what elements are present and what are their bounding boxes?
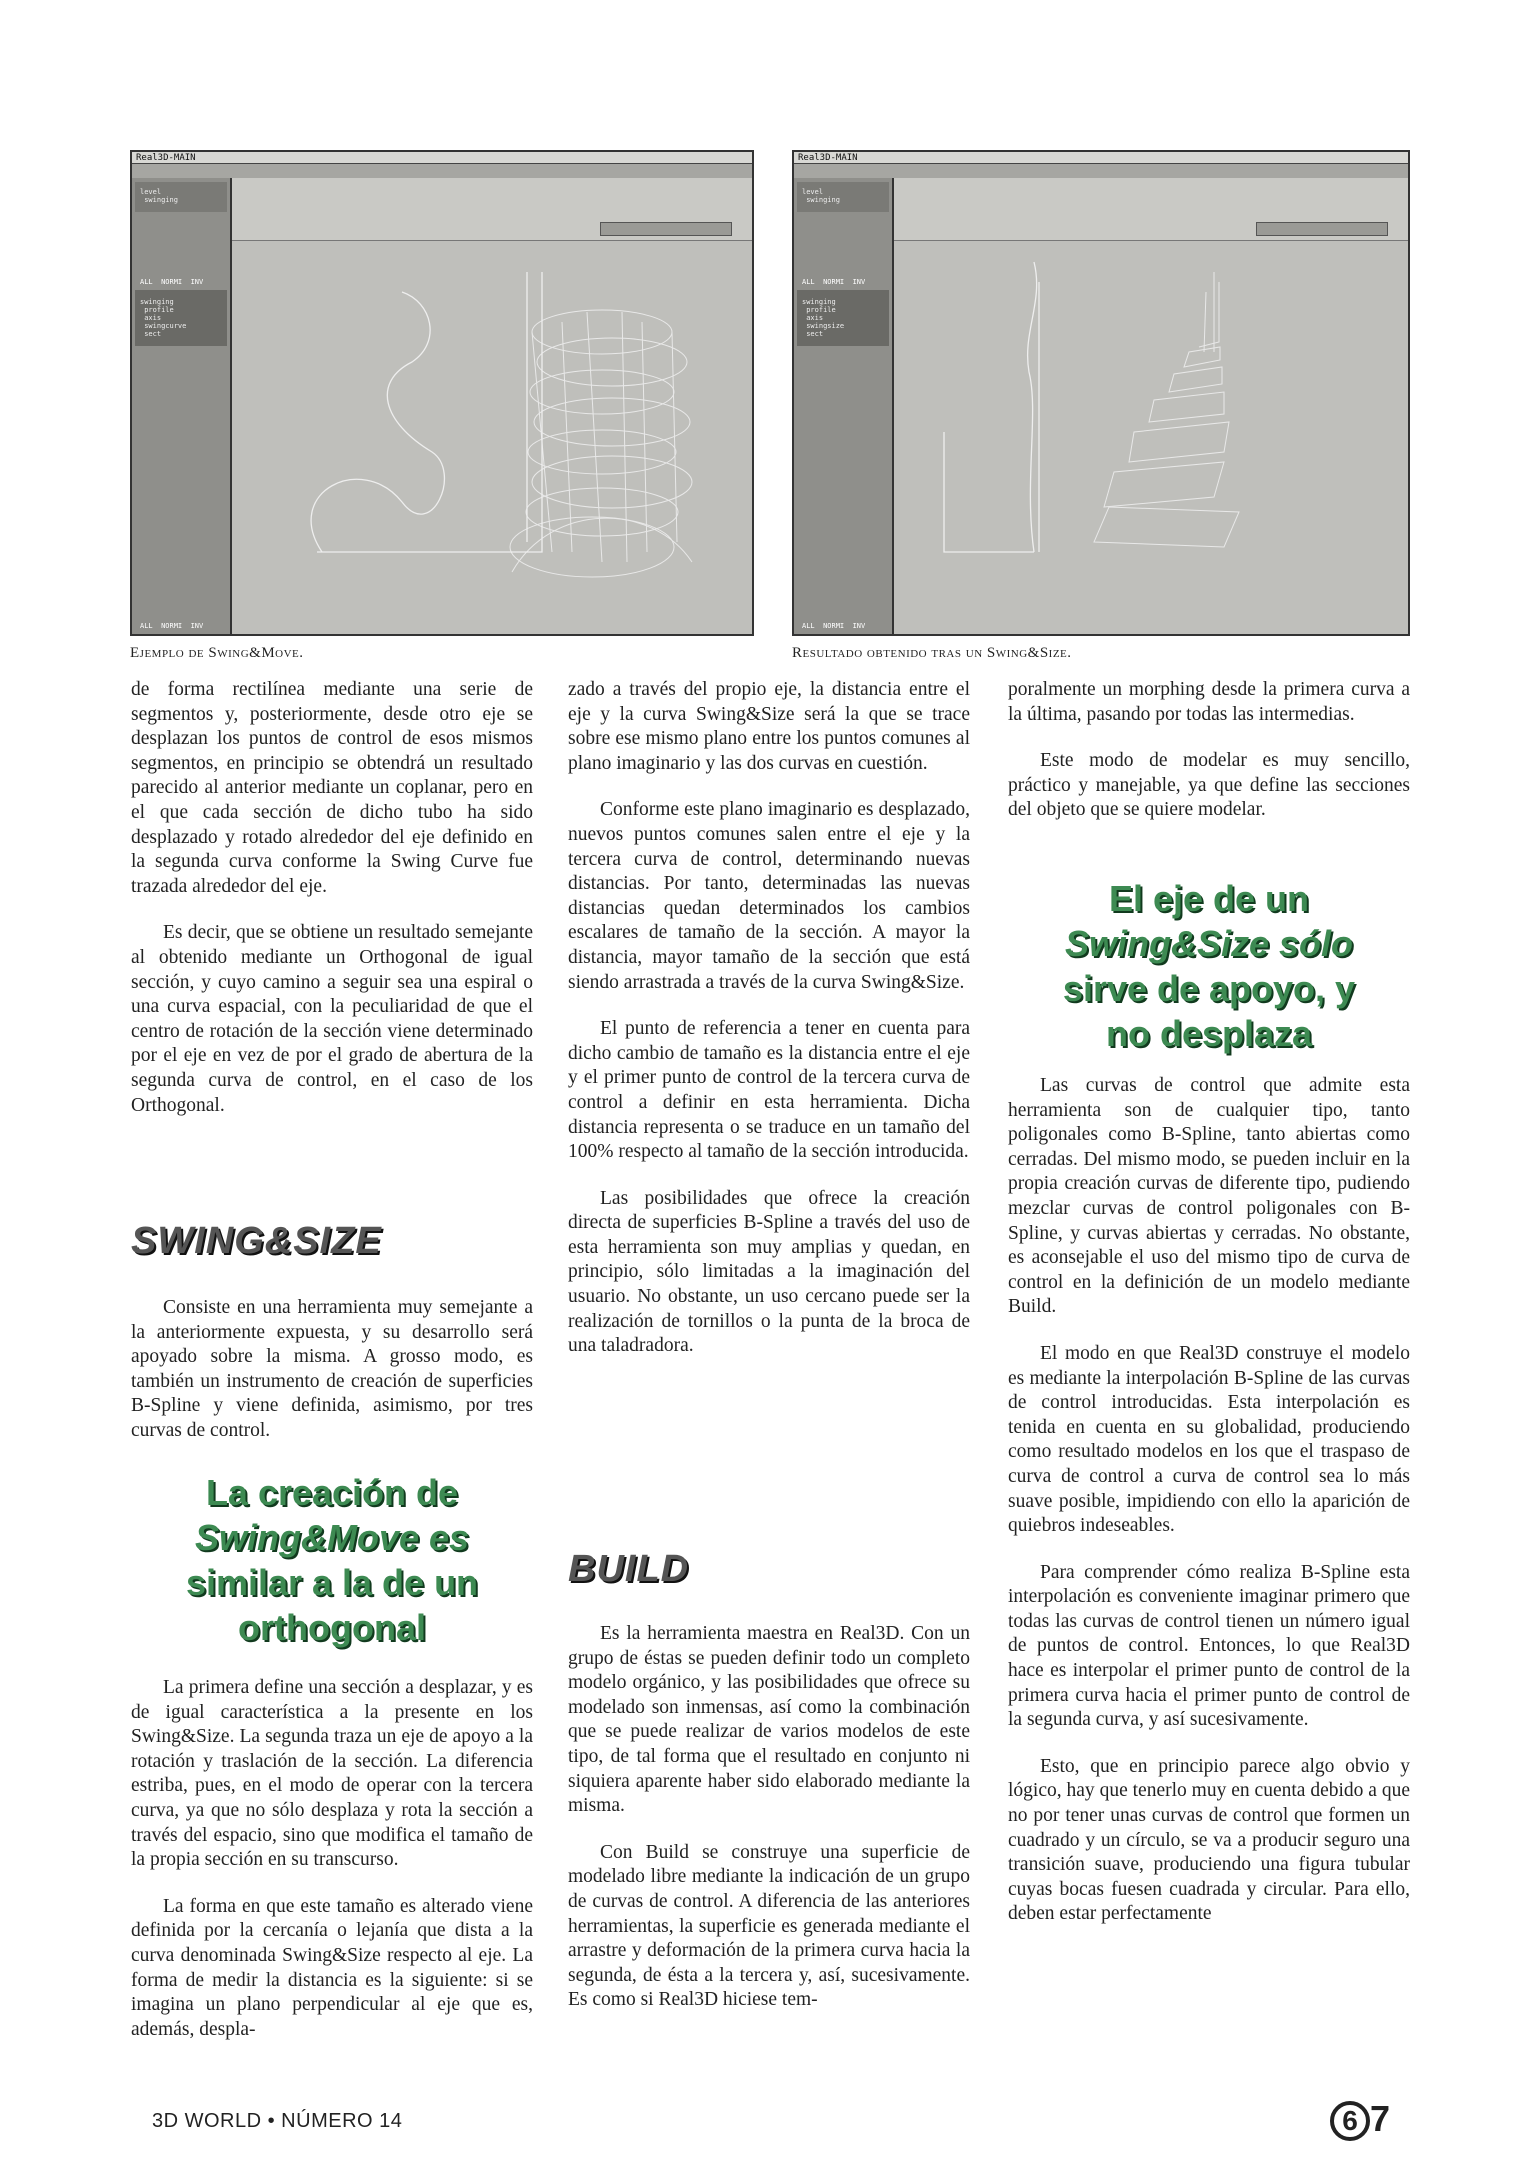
- paragraph: Esto, que en principio parece algo obvio y lógico, hay que tenerlo muy en cuenta debido a que no por tener unas curvas de control que formen un cuadrado y un círculo, se va a producir seguro una transición suave, produciendo una figura tubular cuyas bocas fuesen cuadrada y circular. Para ello, deben estar perfectamente: [1008, 1755, 1410, 1925]
- text-column-1: [131, 678, 533, 1140]
- object-panel: level swinging ALL NORMI INV swinging profile axis swingcurve sect ALL NORMI INV: [132, 178, 232, 634]
- paragraph: La forma en que este tamaño es alterado viene definida por la cercanía o lejanía que dista a la curva denominada Swing&Size respecto al eje. La forma de medir la distancia es la siguiente: si se imagina un plano perpendicular al eje que es, además, despla-: [131, 1895, 533, 2040]
- panel-label: ALL NORMI INV: [802, 278, 866, 286]
- pullquote-swing-move: [131, 1470, 533, 1650]
- pullquote-line: Swing&Move es: [194, 1517, 470, 1558]
- figure-swing-move-screenshot: [130, 150, 754, 636]
- text-column-2: [568, 678, 970, 1381]
- panel-label: ALL NORMI INV: [140, 622, 204, 630]
- page-number: [1330, 2098, 1390, 2141]
- paragraph: Este modo de modelar es muy sencillo, práctico y manejable, ya que define las secciones del objeto que se quiere modelar.: [1008, 750, 1410, 821]
- text-column-1-continued: [131, 1296, 533, 1466]
- figure-swing-size-screenshot: [792, 150, 1410, 636]
- pullquote-line: orthogonal: [238, 1607, 426, 1648]
- pullquote-line: sirve de apoyo, y: [1062, 968, 1356, 1009]
- text-column-3-bottom: [1008, 1074, 1410, 1949]
- pullquote-line: no desplaza: [1105, 1013, 1313, 1054]
- paragraph: poralmente un morphing desde la primera curva a la última, pasando por todas las intermedias.: [1008, 679, 1410, 725]
- text-column-3: [1008, 678, 1410, 845]
- pullquote-line: El eje de un: [1108, 878, 1310, 919]
- page-number-suffix: 7: [1370, 2098, 1391, 2139]
- object-panel: level swinging ALL NORMI INV swinging profile axis swingsize sect ALL NORMI INV: [794, 178, 894, 634]
- pullquote-line: La creación de: [205, 1472, 459, 1513]
- figure-caption-right: Resultado obtenido tras un Swing&Size.: [792, 645, 1072, 661]
- text-column-1-bottom: [131, 1676, 533, 2064]
- paragraph: Con Build se construye una superficie de modelado libre mediante la indicación de un grupo de curvas de control. A diferencia de las anteriores herramientas, la superficie es generada mediante el arrastre y deformación de la primera curva hacia la segunda, de ésta a la tercera y, así, sucesivamente. Es como si Real3D hiciese tem-: [568, 1841, 970, 2011]
- paragraph: Las posibilidades que ofrece la creación directa de superficies B-Spline a través del uso de esta herramienta son muy amplias y quedan, en principio, sólo limitadas a la imaginación del usuario. No obstante, un uso cercano puede ser la realización de tornillos o la punta de la broca de una taladradora.: [568, 1187, 970, 1357]
- swing-move-wireframe: [132, 152, 754, 636]
- paragraph: Es la herramienta maestra en Real3D. Con un grupo de éstas se pueden definir todo un completo modelo orgánico, y las posibilidades que ofrece su modelado son inmensas, así como la combinación que se puede realizar de varios modelos de este tipo, de tal forma que el resultado en conjunto ni siquiera aparente haber sido elaborado mediante la misma.: [568, 1623, 970, 1817]
- paragraph: Es decir, que se obtiene un resultado semejante al obtenido mediante un Orthogonal de igual sección, y cuyo camino a seguir sea una espiral o una curva espacial, con la peculiaridad de que el centro de rotación de la sección viene determinado por el eje en vez de por el grado de abertura de la segunda curva de control, en el caso de los Orthogonal.: [131, 922, 533, 1116]
- paragraph: Conforme este plano imaginario es desplazado, nuevos puntos comunes salen entre el eje y la tercera curva de control, determinando nuevas distancias. Por tanto, determinadas las nuevas distancias quedan determinados los cambios escalares de tamaño de la sección. A mayor la distancia, mayor tamaño de la sección que está siendo arrastrada a través de la curva Swing&Size.: [568, 799, 970, 993]
- swing-size-wireframe: [794, 152, 1410, 636]
- paragraph: Consiste en una herramienta muy semejante a la anteriormente expuesta, y su desarrollo será apoyado sobre la misma. A grosso modo, es también un instrumento de creación de superficies B-Spline y viene definida, asimismo, por tres curvas de control.: [131, 1297, 533, 1441]
- paragraph: zado a través del propio eje, la distancia entre el eje y la curva Swing&Size será la que se trace sobre ese mismo plano entre los puntos comunes al plano imaginario y las dos curvas en cuestión.: [568, 679, 970, 774]
- pullquote-swing-size: [1008, 876, 1410, 1056]
- section-heading-swing-size: SWING&SIZE: [131, 1220, 382, 1262]
- magazine-footer: 3D WORLD • NÚMERO 14: [152, 2110, 403, 2132]
- section-heading-build: BUILD: [568, 1548, 690, 1590]
- paragraph: Para comprender cómo realiza B-Spline esta interpolación es conveniente imaginar primero que todas las curvas de control tienen un número igual de puntos de control. Entonces, lo que Real3D hace es interpolar el primer punto de control de la primera curva hacia el primer punto de control de la segunda curva, y así sucesivamente.: [1008, 1561, 1410, 1731]
- panel-label: ALL NORMI INV: [802, 622, 866, 630]
- paragraph: El modo en que Real3D construye el modelo es mediante la interpolación B-Spline de las curvas de control introducidas. Esta interpolación es tenida en cuenta en su globalidad, produciendo como resultado modelos en los que el traspaso de curva de control a curva de control sea lo más suave posible, impidiendo con ello la aparición de quiebros indeseables.: [1008, 1342, 1410, 1537]
- paragraph: de forma rectilínea mediante una serie de segmentos y, posteriormente, desde otro eje se desplazan los puntos de control de esos mismos segmentos, en principio se obtendrá un resultado parecido al anterior mediante un coplanar, pero en el que cada sección de dicho tubo ha sido desplazado y rotado alrededor del eje definido en la segunda curva conforme la Swing Curve fue trazada alrededor del eje.: [131, 679, 533, 897]
- window-title: Real3D-MAIN: [132, 152, 752, 164]
- paragraph: Las curvas de control que admite esta herramienta son de cualquier tipo, tanto poligonales como B-Spline, tanto abiertas como cerradas. Del mismo modo, se pueden incluir en la propia creación curvas de diferente tipo, pudiendo mezclar curvas de control poligonales con B-Spline, y curvas abiertas y cerradas. No obstante, es aconsejable el uso del mismo tipo de curva de control en la definición de un modelo mediante Build.: [1008, 1075, 1410, 1318]
- window-title: Real3D-MAIN: [794, 152, 1408, 164]
- paragraph: La primera define una sección a desplazar, y es de igual característica a la presente en los Swing&Size. La segunda traza un eje de apoyo a la rotación y traslación de la sección. La diferencia estriba, pues, en el modo de operar con la tercera curva, ya que no sólo desplaza y rota la sección a través del espacio, sino que modifica el tamaño de la propia sección en su transcurso.: [131, 1677, 533, 1871]
- page-number-prefix: 6: [1330, 2101, 1370, 2141]
- figure-caption-left: Ejemplo de Swing&Move.: [130, 645, 304, 661]
- pullquote-line: similar a la de un: [185, 1562, 479, 1603]
- pullquote-line: Swing&Size sólo: [1064, 923, 1354, 964]
- text-column-2-bottom: [568, 1622, 970, 2035]
- panel-label: ALL NORMI INV: [140, 278, 204, 286]
- paragraph: El punto de referencia a tener en cuenta para dicho cambio de tamaño es la distancia entre el eje y el primer punto de control de la tercera curva de control a definir en esta herramienta. Dicha distancia representa o se traduce en un tamaño del 100% respecto al tamaño de la sección introducida.: [568, 1018, 970, 1163]
